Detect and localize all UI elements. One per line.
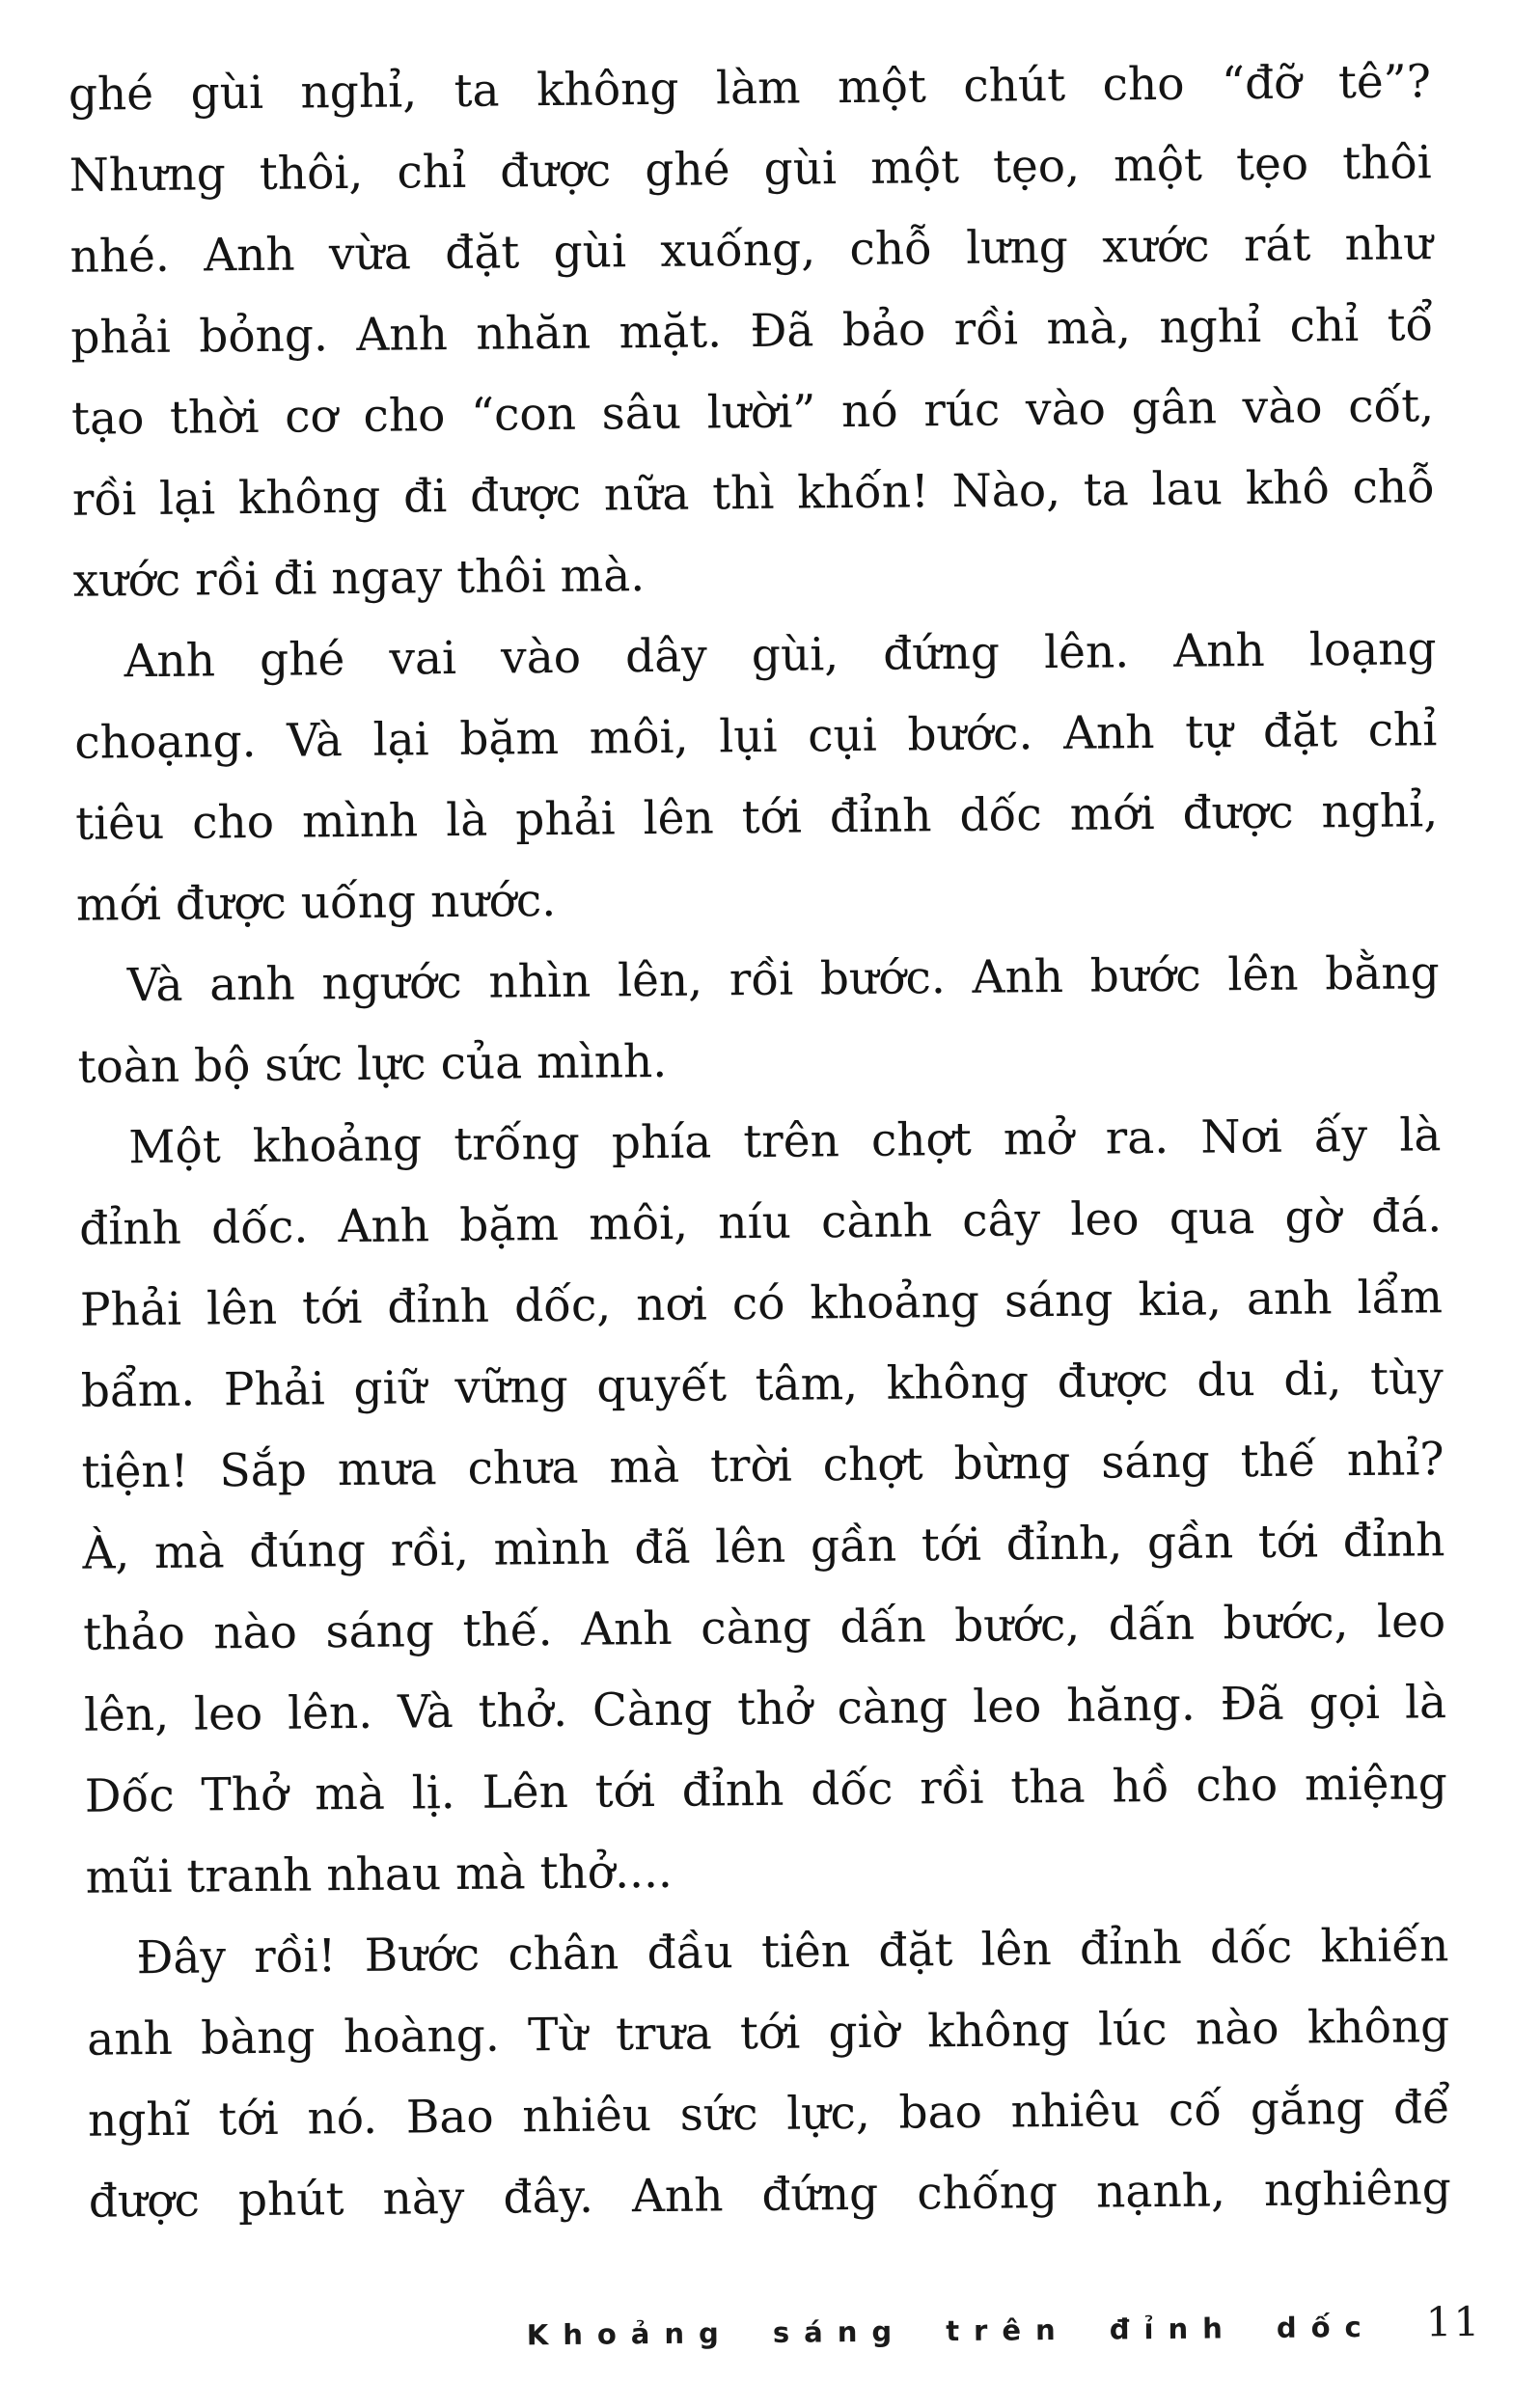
text-line: nghĩ tới nó. Bao nhiêu sức lực, bao nhiêu cố gắng để [87,2081,1451,2148]
text-line: mũi tranh nhau mà thở.... [85,1845,674,1904]
text-line: Nhưng thôi, chỉ được ghé gùi một tẹo, một tẹo thôi [69,136,1432,203]
page-number: 11 [1425,2297,1482,2346]
text-line: Và anh ngước nhìn lên, rồi bước. Anh bước lên bằng [126,946,1440,1013]
text-line: Một khoảng trống phía trên chợt mở ra. Nơi ấy là [128,1108,1442,1175]
text-line: đỉnh dốc. Anh bặm môi, níu cành cây leo qua gờ đá. [78,1190,1443,1256]
text-line: choạng. Và lại bặm môi, lụi cụi bước. Anh tự đặt chỉ [74,703,1438,770]
text-line: bẩm. Phải giữ vững quyết tâm, không được du di, tùy [80,1352,1444,1418]
running-title: Khoảng sáng trên đỉnh dốc [526,2310,1376,2352]
text-line: Phải lên tới đỉnh dốc, nơi có khoảng sáng kia, anh lẩm [79,1271,1444,1337]
text-line: tiện! Sắp mưa chưa mà trời chợt bừng sáng thế nhỉ? [81,1433,1444,1499]
text-line: được phút này đây. Anh đứng chống nạnh, nghiêng [88,2162,1452,2229]
text-line: mới được uống nước. [75,873,557,932]
text-line: Đây rồi! Bước chân đầu tiên đặt lên đỉnh dốc khiến [136,1919,1449,1985]
page-footer [527,2298,1482,2354]
text-line: thảo nào sáng thế. Anh càng dấn bước, dấn bước, leo [82,1595,1446,1661]
text-line: toàn bộ sức lực của mình. [77,1034,668,1094]
text-line: rồi lại không đi được nữa thì khốn! Nào, ta lau khô chỗ [71,460,1436,527]
text-line: ghé gùi nghỉ, ta không làm một chút cho “đỡ tê”? [68,55,1432,122]
text-line: À, mà đúng rồi, mình đã lên gần tới đỉnh, gần tới đỉnh [82,1514,1445,1580]
text-line: Anh ghé vai vào dây gùi, đứng lên. Anh loạng [124,622,1437,689]
text-line: tiêu cho mình là phải lên tới đỉnh dốc mới được nghỉ, [74,784,1439,851]
text-line: lên, leo lên. Và thở. Càng thở càng leo hăng. Đã gọi là [83,1676,1447,1742]
page-body-text [69,41,1452,2242]
text-line: Dốc Thở mà lị. Lên tới đỉnh dốc rồi tha hồ cho miệng [84,1757,1448,1823]
text-line: xước rồi đi ngay thôi mà. [72,549,646,608]
text-line: nhé. Anh vừa đặt gùi xuống, chỗ lưng xước rát như [69,217,1433,284]
text-line: tạo thời cơ cho “con sâu lười” nó rúc vào gân vào cốt, [70,379,1435,446]
text-line: anh bàng hoàng. Từ trưa tới giờ không lúc nào không [87,2000,1450,2066]
text-line: phải bỏng. Anh nhăn mặt. Đã bảo rồi mà, nghỉ chỉ tổ [70,298,1434,365]
